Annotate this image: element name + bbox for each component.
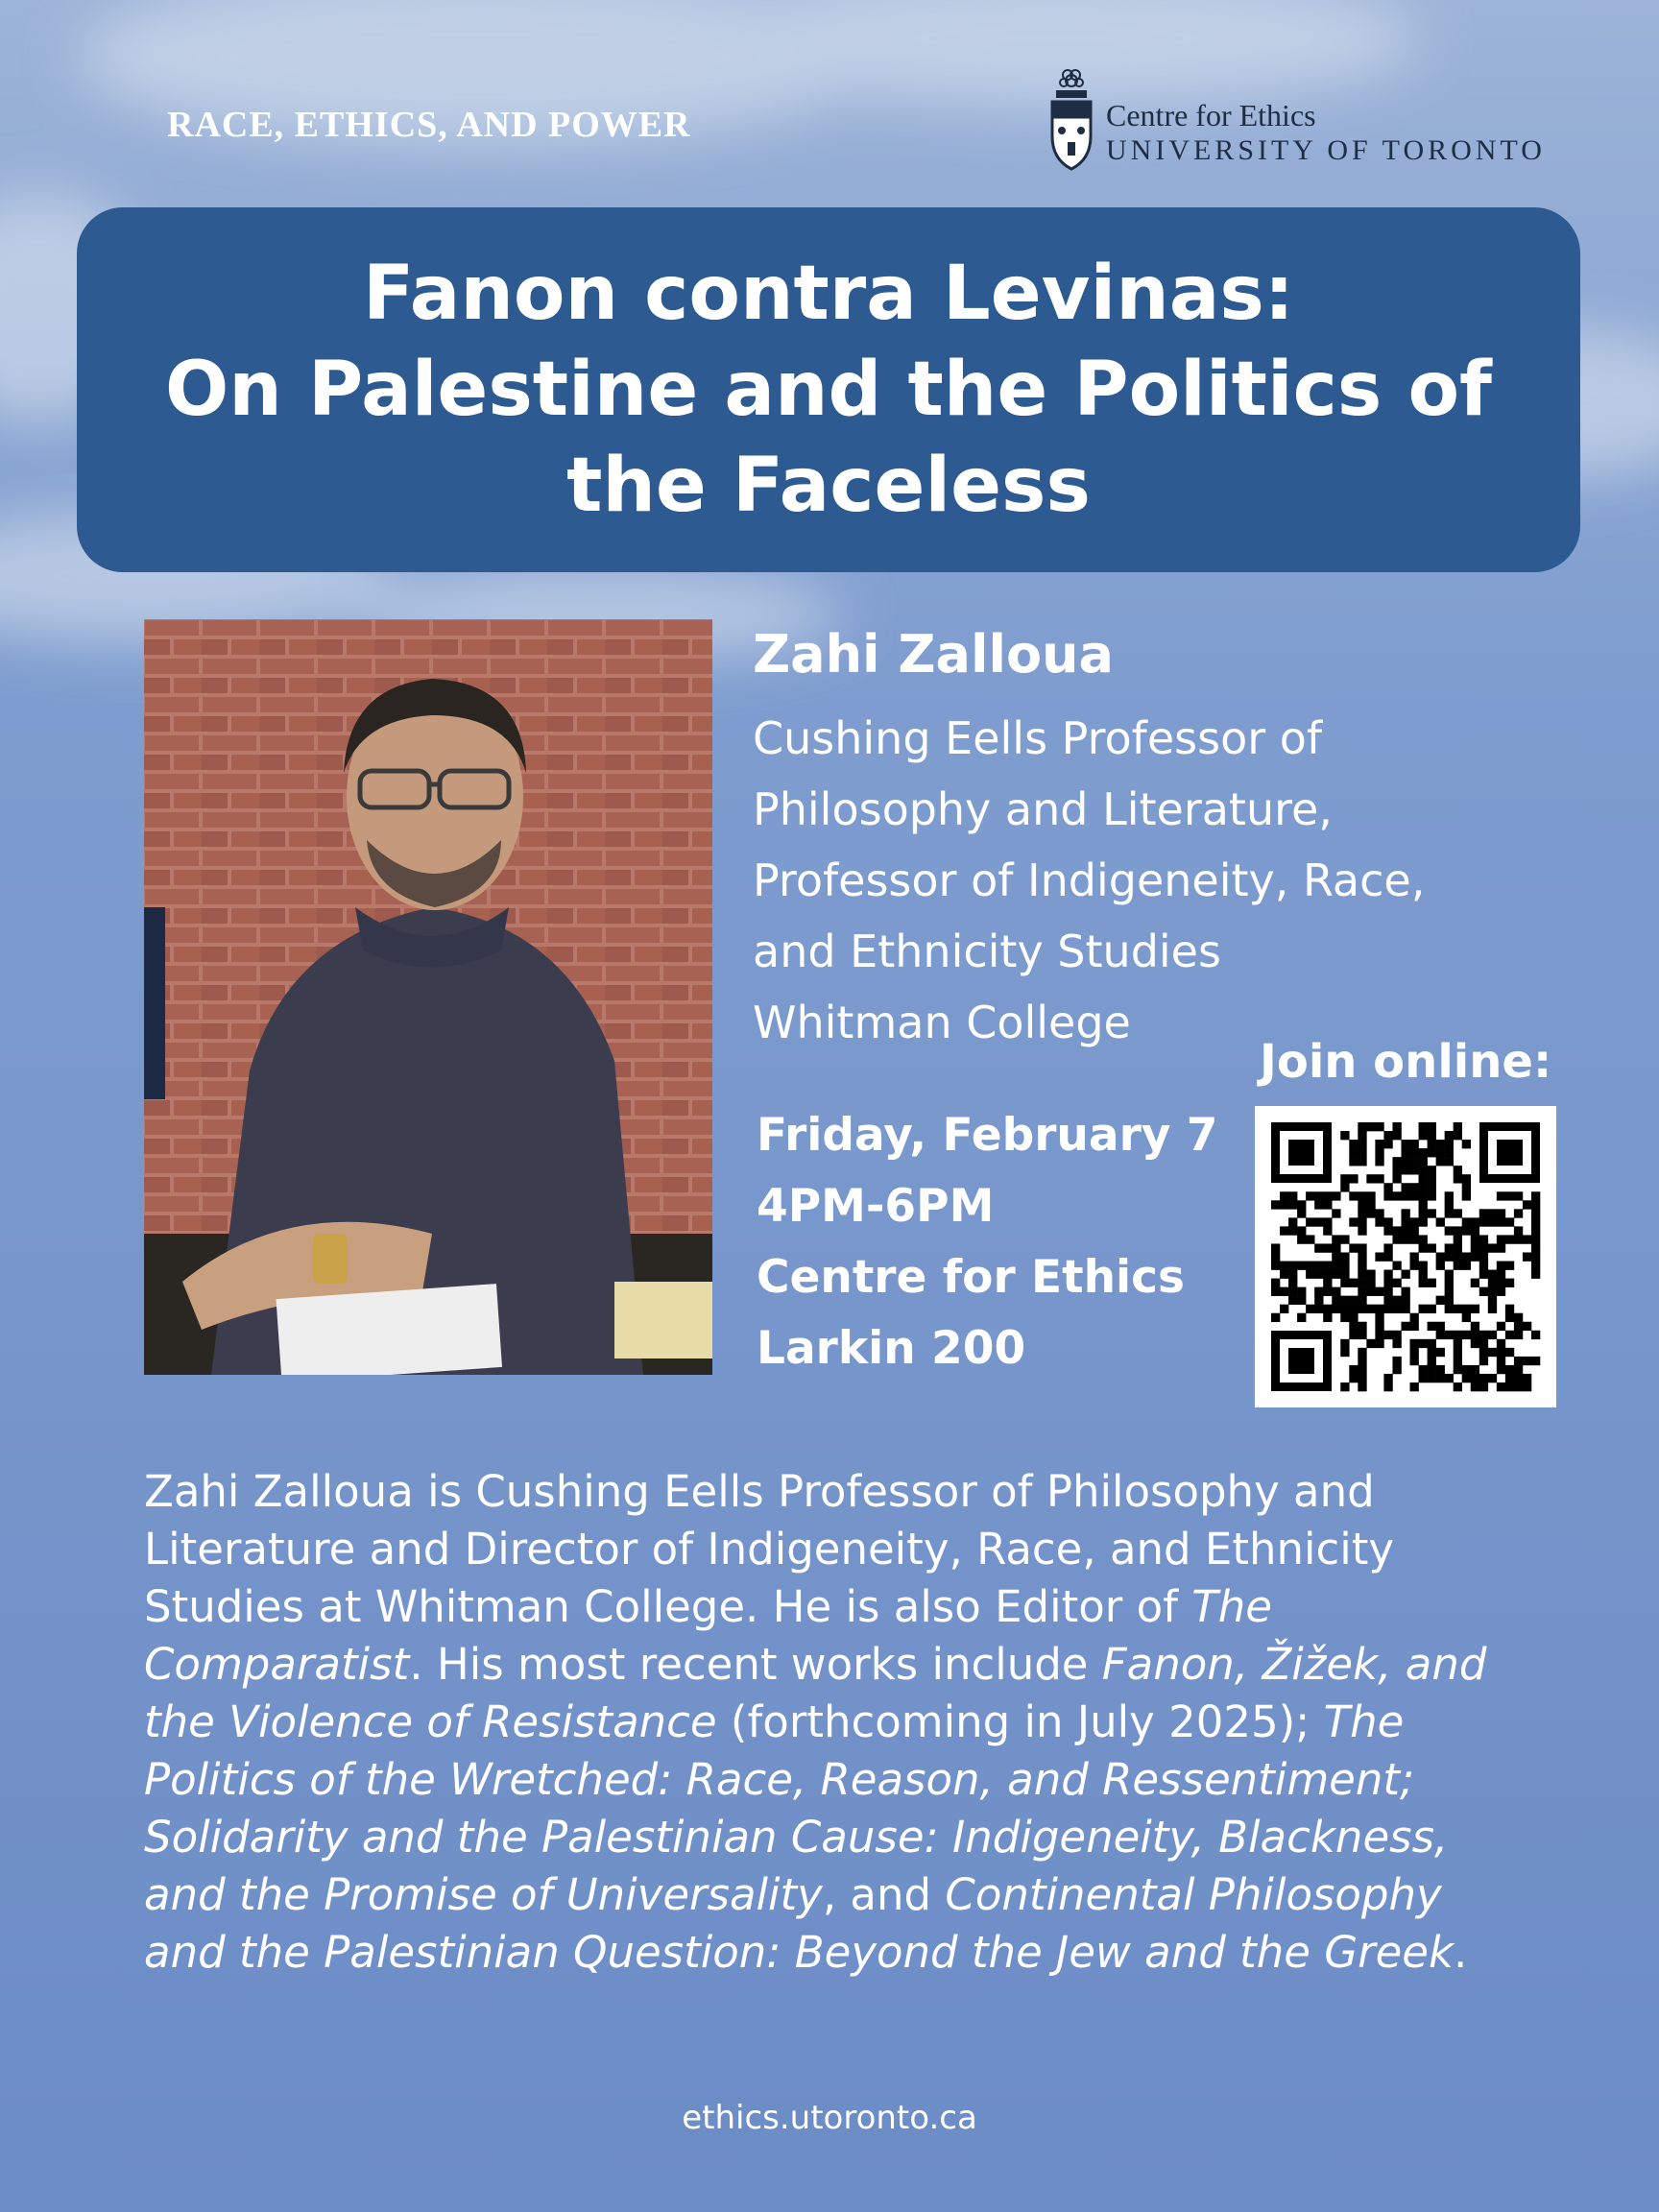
logo-university-name: UNIVERSITY OF TORONTO — [1106, 134, 1546, 166]
bio-title-continental: Continental Philosophy and the Palestinian Question: Beyond the Jew and the Greek — [144, 1869, 1455, 1978]
bio-text: . His most recent works include — [409, 1639, 1102, 1690]
university-crest-icon — [1046, 67, 1100, 180]
logo-centre-name: Centre for Ethics — [1106, 98, 1316, 132]
speaker-affiliation-line: and Ethnicity Studies — [753, 926, 1221, 977]
event-title — [156, 246, 1501, 534]
title-line-1: Fanon contra Levinas: — [362, 251, 1294, 337]
centre-for-ethics-logo — [1046, 67, 1555, 180]
bio-paragraph — [144, 1463, 1527, 1982]
bio-title-fanon-zizek: Fanon, Žižek, and the Violence of Resistance — [144, 1639, 1487, 1747]
speaker-affiliation-line: Professor of Indigeneity, Race, — [753, 854, 1426, 906]
bio-text: Zahi Zalloua is Cushing Eells Professor of Philosophy and Literature and Director of Indigeneity, Race, and Ethnicity Studies at Whitman College. He is also Editor of — [144, 1466, 1395, 1632]
speaker-affiliation — [753, 703, 1521, 1058]
title-line-2: On Palestine and the Politics of — [165, 347, 1492, 433]
event-details — [757, 1100, 1217, 1384]
website-link[interactable]: ethics.utoronto.ca — [682, 2099, 977, 2137]
bio-text: , and — [822, 1869, 946, 1920]
bio-text: (forthcoming in July 2025); — [716, 1696, 1324, 1747]
title-line-3: the Faceless — [566, 443, 1091, 529]
speaker-affiliation-line: Cushing Eells Professor of — [753, 712, 1323, 764]
speaker-affiliation-line: Whitman College — [753, 997, 1131, 1048]
event-time: 4PM-6PM — [757, 1180, 995, 1233]
speaker-affiliation-line: Philosophy and Literature, — [753, 783, 1333, 835]
join-online-label: Join online: — [1260, 1035, 1552, 1089]
bio-text: . — [1454, 1927, 1468, 1978]
qr-code[interactable] — [1255, 1106, 1556, 1407]
bio-title-comparatist: The Comparatist — [144, 1581, 1272, 1690]
event-room: Larkin 200 — [757, 1322, 1026, 1375]
speaker-name: Zahi Zalloua — [753, 624, 1114, 685]
speaker-bio — [144, 1463, 1527, 1982]
event-date: Friday, February 7 — [757, 1109, 1218, 1162]
speaker-photo — [144, 619, 712, 1375]
title-banner — [77, 207, 1580, 572]
event-venue: Centre for Ethics — [757, 1251, 1185, 1304]
bio-titles-wretched-solidarity: The Politics of the Wretched: Race, Reason, and Ressentiment; Solidarity and the Palestinian Cause: Indigeneity, Blackness, and the Promise of Universality — [144, 1696, 1449, 1920]
series-label: RACE, ETHICS, AND POWER — [167, 105, 691, 145]
